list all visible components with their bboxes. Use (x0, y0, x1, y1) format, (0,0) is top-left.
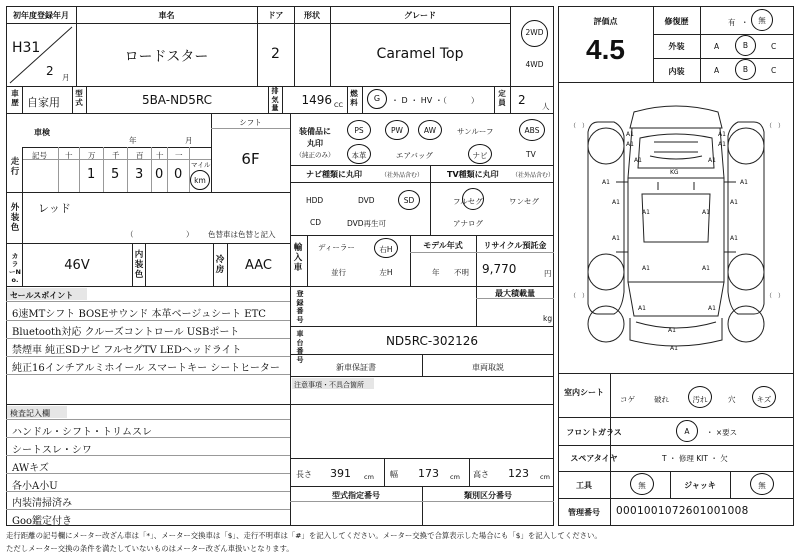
height: 123 (508, 467, 529, 480)
left-hand: 左H (379, 268, 393, 277)
navi-type-label: ナビ種類に丸印 (306, 170, 362, 179)
drive-4wd: 4WD (525, 60, 544, 69)
usage: 自家用 (27, 96, 60, 109)
grade-label: グレード (404, 11, 436, 20)
seat-cond-item: コゲ (620, 395, 635, 404)
tv-analog: アナログ (453, 219, 483, 228)
model-year-unit: 年 (432, 268, 440, 277)
model-year-label: モデル年式 (423, 241, 463, 250)
digit-header-5: 一 (175, 151, 183, 160)
diagram-paren: （ (766, 123, 773, 130)
diagram-paren: （ (766, 293, 773, 300)
capacity-label: 定員 (498, 89, 506, 107)
sales-points-label: セールスポイント (10, 291, 74, 300)
diagram-label: A1 (740, 179, 748, 186)
width: 173 (418, 467, 439, 480)
inspector-line: ハンドル・シフト・トリムスレ (12, 427, 152, 438)
aircon-label: 冷房 (215, 255, 225, 275)
warranty-label: 新車保証書 (336, 363, 376, 372)
digit-header-0: 十 (65, 151, 73, 160)
type-label: 型式 (75, 89, 83, 107)
seat-cond-item: 汚れ (692, 395, 708, 404)
sales-point-line: 禁煙車 純正SDナビ フルセグTV LEDヘッドライト (12, 345, 242, 356)
height-unit: cm (540, 473, 550, 481)
odometer-digit-5: 0 (174, 167, 183, 182)
digit-header-1: 万 (88, 151, 96, 160)
shape-label: 形状 (304, 11, 320, 20)
inspection-label: 車検 (34, 128, 50, 137)
score: 4.5 (586, 34, 625, 65)
equip-abs: ABS (524, 126, 540, 135)
windshield-a: A (684, 427, 690, 436)
max-load-label: 最大積載量 (495, 289, 535, 298)
odometer-digit-4: 0 (155, 167, 164, 182)
fuel-g: G (373, 94, 381, 103)
equip-airbag: エアバッグ (396, 151, 433, 160)
interior-grade-c: C (771, 66, 777, 75)
equip-leather: 本革 (351, 151, 367, 160)
navi-hdd: HDD (306, 196, 324, 205)
diagram-label: A1 (668, 327, 676, 334)
interior-grade-a: A (714, 66, 720, 75)
equipment-label-3: （純正のみ） (295, 151, 335, 159)
inspector-line: Goo鑑定付き (12, 516, 73, 527)
spare-tire: T ・ 修理 KIT ・ 欠 (662, 454, 728, 463)
digit-header-3: 百 (136, 151, 144, 160)
diagram-paren: ） (778, 293, 785, 300)
inspector-label: 検査記入欄 (10, 409, 50, 418)
equip-sunroof: サンルーフ (457, 127, 494, 136)
inspector-line: AWキズ (12, 463, 49, 474)
color-no-label: カラーNo. (9, 252, 21, 284)
month-unit: 月 (62, 73, 70, 82)
diagram-label: A1 (638, 305, 646, 312)
navi-dvd: DVD (358, 196, 375, 205)
windshield-other: ・ ×要ス (706, 428, 738, 437)
recycle-label: リサイクル預託金 (483, 241, 547, 250)
exterior-grade-b: B (742, 41, 749, 50)
class-number-label: 類別区分番号 (464, 491, 512, 500)
equip-tv: TV (526, 150, 536, 159)
repair-no: 無 (758, 16, 766, 25)
navi-cd: CD (310, 218, 322, 227)
capacity: 2 (518, 93, 526, 107)
import-dealer: ディーラー (318, 243, 355, 252)
notes-label: 注意事項・不具合箇所 (294, 381, 364, 389)
inspection-year-unit: 年 (129, 136, 137, 145)
repair-yes: 有 (728, 18, 736, 27)
model-name-label: 車名 (158, 11, 175, 20)
diagram-label: A1 (730, 235, 738, 242)
model-name: ロードスター (124, 49, 209, 65)
score-label: 評価点 (593, 17, 618, 26)
shift-label: シフト (239, 118, 262, 127)
tv-oneseg: ワンセグ (509, 197, 539, 206)
manual-label: 車両取説 (472, 363, 504, 372)
diagram-paren: ） (582, 293, 589, 300)
digit-header-2: 千 (112, 151, 120, 160)
import-label: 輸入車 (293, 243, 303, 273)
exterior-color-label: 外装色 (10, 203, 20, 233)
odometer-label: 走行 (10, 157, 20, 177)
fuel-other: ・ D ・ HV ・（ ） (391, 96, 479, 105)
exterior-grade-c: C (771, 42, 777, 51)
odometer-digit-2: 5 (111, 167, 120, 182)
exterior-grade-label: 外装 (668, 42, 685, 51)
inspection-month-unit: 月 (185, 136, 193, 145)
diagram-label: A1 (612, 199, 620, 206)
diagram-label: A1 (642, 265, 650, 272)
equipment-label-1: 装備品に (299, 127, 331, 136)
tools-label: 工具 (576, 481, 592, 490)
reg-no-label: 登録番号 (296, 290, 304, 324)
diagram-label: A1 (612, 235, 620, 242)
diagram-label: A1 (626, 131, 634, 138)
interior-color-label: 内装色 (134, 250, 144, 280)
interior-grade-label: 内装 (668, 67, 685, 76)
diagram-label: A1 (634, 157, 642, 164)
seat-cond-label: 室内シート (564, 388, 604, 397)
tv-fullseg: フルセグ (453, 197, 483, 206)
inspector-line: シートスレ・シワ (12, 445, 92, 456)
repair-history-label: 修復歴 (664, 17, 689, 26)
inspector-line: 各小A小U (12, 481, 58, 492)
chassis-number: ND5RC-302126 (385, 334, 479, 348)
shift: 6F (241, 150, 260, 168)
height-label: 高さ (473, 470, 489, 479)
color-change-note: 色替車は色替と記入 (208, 230, 276, 239)
chassis-label: 車台番号 (296, 330, 304, 364)
navi-type-note: （社外品含む） (381, 172, 424, 179)
capacity-unit: 人 (542, 102, 550, 111)
door-label: ドア (267, 11, 284, 20)
tv-type-label: TV種類に丸印 (447, 170, 499, 179)
seat-cond-item: 穴 (728, 395, 736, 404)
cc-unit: CC (334, 101, 344, 109)
repair-dot: ・ (741, 18, 749, 27)
recycle-fee: 9,770 (482, 262, 517, 276)
inspector-line: 内装清掃済み (12, 498, 72, 509)
seat-cond-item: キズ (756, 395, 772, 404)
exterior-grade-a: A (714, 42, 720, 51)
equip-navi: ナビ (472, 151, 488, 160)
diagram-paren: ） (582, 123, 589, 130)
first-reg-label: 初年度登録年月 (13, 11, 69, 20)
footer-note: ただしメーター交換の条件を満たしていないものはメーター改ざん車扱いとなります。 (6, 544, 294, 553)
diagram-label: A1 (642, 209, 650, 216)
navi-sd: SD (403, 196, 415, 205)
diagram-label: A1 (730, 199, 738, 206)
diagram-label: A1 (708, 157, 716, 164)
jack: 無 (758, 481, 766, 490)
type-designation-label: 型式指定番号 (332, 491, 380, 500)
sales-point-line: Bluetooth対応 クルーズコントロール USBポート (12, 327, 240, 338)
km-option: km (194, 176, 206, 185)
diagram-label: A1 (702, 209, 710, 216)
usage-label: 車歴 (11, 89, 19, 107)
sales-point-line: 6速MTシフト BOSEサウンド 本革ベージュシート ETC (12, 309, 266, 320)
jack-label: ジャッキ (684, 481, 716, 490)
width-label: 幅 (390, 470, 398, 479)
diagram-label: A1 (670, 345, 678, 352)
import-parallel: 並行 (331, 268, 346, 277)
recycle-yen: 円 (544, 269, 552, 278)
equipment-label-2: 丸印 (307, 139, 323, 148)
model-year: 不明 (454, 268, 469, 277)
doors: 2 (271, 46, 280, 62)
diagram-paren: （ (570, 293, 577, 300)
car-damage-diagram (558, 82, 794, 373)
grade: Caramel Top (376, 46, 464, 62)
aircon: AAC (245, 258, 272, 273)
seat-cond-item: 破れ (654, 395, 669, 404)
color-change-paren: （ ） (126, 230, 194, 239)
displacement-label: 排気量 (271, 87, 279, 112)
color-no: 46V (64, 258, 90, 273)
diagram-label: A1 (708, 305, 716, 312)
drive-2wd: 2WD (525, 28, 544, 37)
max-load-unit: kg (543, 314, 553, 323)
diagram-paren: （ (570, 123, 577, 130)
length-unit: cm (364, 473, 374, 481)
width-unit: cm (450, 473, 460, 481)
right-hand: 右H (379, 245, 393, 254)
era-year: H31 (12, 40, 41, 56)
interior-grade-b: B (742, 65, 749, 74)
spare-tire-label: スペアタイヤ (570, 454, 618, 463)
footer-note: 走行距離の記号欄にメーター改ざん車は「*」、メーター交換車は「$」、走行不明車は「#」を記入してください。メーター交換で合算表示した場合にも「$」を記入してください。 (6, 531, 602, 540)
odometer-digit-1: 1 (87, 167, 96, 182)
length: 391 (330, 467, 351, 480)
digit-header-4: 十 (156, 151, 164, 160)
tools: 無 (638, 481, 646, 490)
diagram-label: A1 (626, 141, 634, 148)
fuel-label: 燃料 (350, 89, 358, 107)
navi-dvd-play: DVD再生可 (347, 219, 387, 228)
diagram-label: KG (670, 169, 679, 176)
mile-option: マイル (191, 161, 211, 169)
diagram-label: A1 (702, 265, 710, 272)
diagram-paren: ） (778, 123, 785, 130)
windshield-label: フロントガラス (566, 428, 622, 437)
odometer-digit-3: 3 (135, 167, 144, 182)
sales-point-line: 純正16インチアルミホイール スマートキー シートヒーター (12, 363, 280, 374)
tv-type-note: （社外品含む） (512, 172, 555, 179)
diagram-label: A1 (718, 141, 726, 148)
reg-month: 2 (46, 64, 54, 78)
diagram-label: A1 (602, 179, 610, 186)
displacement: 1496 (301, 93, 332, 107)
equip-aw: AW (423, 126, 437, 135)
equip-ps: PS (354, 126, 364, 135)
mgmt-no: 0001001072601001008 (616, 505, 749, 517)
vehicle-type: 5BA-ND5RC (141, 93, 213, 107)
record-label: 記号 (32, 151, 47, 160)
length-label: 長さ (296, 470, 312, 479)
diagram-label: A1 (718, 131, 726, 138)
exterior-color: レッド (38, 202, 71, 215)
equip-pw: PW (391, 126, 403, 135)
mgmt-no-label: 管理番号 (568, 508, 600, 517)
